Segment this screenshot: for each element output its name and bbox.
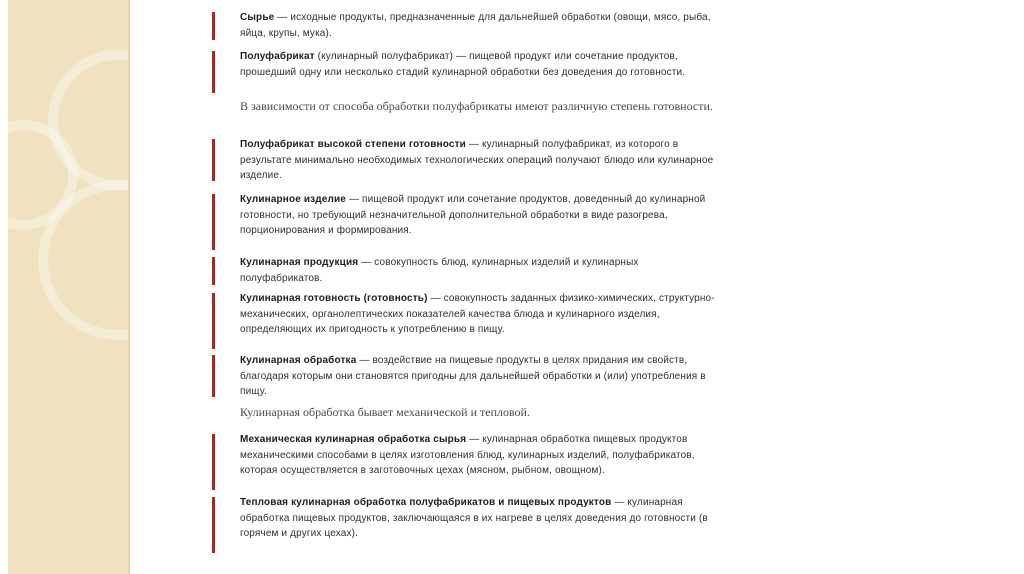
definition-entry bbox=[212, 291, 722, 353]
definition-entry bbox=[212, 192, 722, 254]
term: Механическая кулинарная обработка сырья bbox=[240, 434, 467, 445]
term: Кулинарная продукция bbox=[240, 257, 359, 268]
entry-text bbox=[240, 353, 722, 400]
entry-marker bbox=[212, 497, 215, 553]
definition-entry bbox=[212, 353, 722, 400]
definition: — кулинарная обработка пищевых продуктов механическими способами в целях изготовления блюд, кулинарных изделий, полуфабрикатов, которая осуществляется в заготовочных цехах (мясном, рыбном, овощном). bbox=[240, 434, 695, 476]
entry-marker bbox=[212, 51, 215, 93]
definition: — совокупность заданных физико-химических, структурно-механических, органолептических показателей качества блюда и кулинарного изделия, определяющих их пригодность к употреблению в пищу. bbox=[240, 293, 715, 335]
term: Сырье bbox=[240, 12, 275, 23]
definition: — кулинарная обработка пищевых продуктов, заключающаяся в их нагреве в целях доведения до готовности (в горячем и других цехах). bbox=[240, 497, 708, 539]
definition: — пищевой продукт или сочетание продуктов, доведенный до кулинарной готовности, но требующий незначительной дополнительной обработки в виде разогрева, порционирования и формирования. bbox=[240, 194, 706, 236]
term: Полуфабрикат высокой степени готовности bbox=[240, 139, 466, 150]
entry-marker bbox=[212, 434, 215, 490]
document-page bbox=[212, 0, 722, 574]
entry-text bbox=[240, 495, 722, 542]
entry-marker bbox=[212, 139, 215, 181]
entry-text bbox=[240, 255, 722, 286]
entry-marker bbox=[212, 257, 215, 285]
term: Кулинарное изделие bbox=[240, 194, 347, 205]
definition-entry bbox=[212, 495, 722, 557]
entry-marker bbox=[212, 194, 215, 250]
entry-text bbox=[240, 49, 722, 80]
term: Кулинарная обработка bbox=[240, 355, 357, 366]
definition: — исходные продукты, предназначенные для дальнейшей обработки (овощи, мясо, рыба, яйца, крупы, мука). bbox=[240, 12, 711, 39]
entry-text bbox=[240, 137, 722, 184]
entry-marker bbox=[212, 293, 215, 349]
definition-entry bbox=[212, 49, 722, 96]
term: Тепловая кулинарная обработка полуфабрикатов и пищевых продуктов bbox=[240, 497, 612, 508]
definition-entry bbox=[212, 432, 722, 494]
term: Полуфабрикат bbox=[240, 51, 315, 62]
entry-text bbox=[240, 10, 722, 41]
decorative-side-panel bbox=[8, 0, 130, 574]
definition: — кулинарный полуфабрикат, из которого в результате минимально необходимых технологических операций получают блюдо или кулинарное изделие. bbox=[240, 139, 714, 181]
body-paragraph: В зависимости от способа обработки полуфабрикаты имеют различную степень готовности. bbox=[240, 99, 713, 113]
definition: — воздействие на пищевые продукты в целях придания им свойств, благодаря которым они становятся пригодны для дальнейшей обработки и (или) употребления в пищу. bbox=[240, 355, 706, 397]
body-paragraph: Кулинарная обработка бывает механической и тепловой. bbox=[240, 405, 530, 419]
definition: — совокупность блюд, кулинарных изделий и кулинарных полуфабрикатов. bbox=[240, 257, 639, 284]
definition-entry bbox=[212, 255, 722, 287]
entry-text bbox=[240, 192, 722, 239]
entry-marker bbox=[212, 355, 215, 397]
entry-text bbox=[240, 291, 722, 338]
entry-text bbox=[240, 432, 722, 479]
term: Кулинарная готовность (готовность) bbox=[240, 293, 428, 304]
definition-entry bbox=[212, 137, 722, 184]
left-margin bbox=[0, 0, 8, 574]
entry-marker bbox=[212, 12, 215, 40]
definition: (кулинарный полуфабрикат) — пищевой продукт или сочетание продуктов, прошедший одну или несколько стадий кулинарной обработки без доведения до готовности. bbox=[240, 51, 686, 78]
definition-entry bbox=[212, 10, 722, 42]
